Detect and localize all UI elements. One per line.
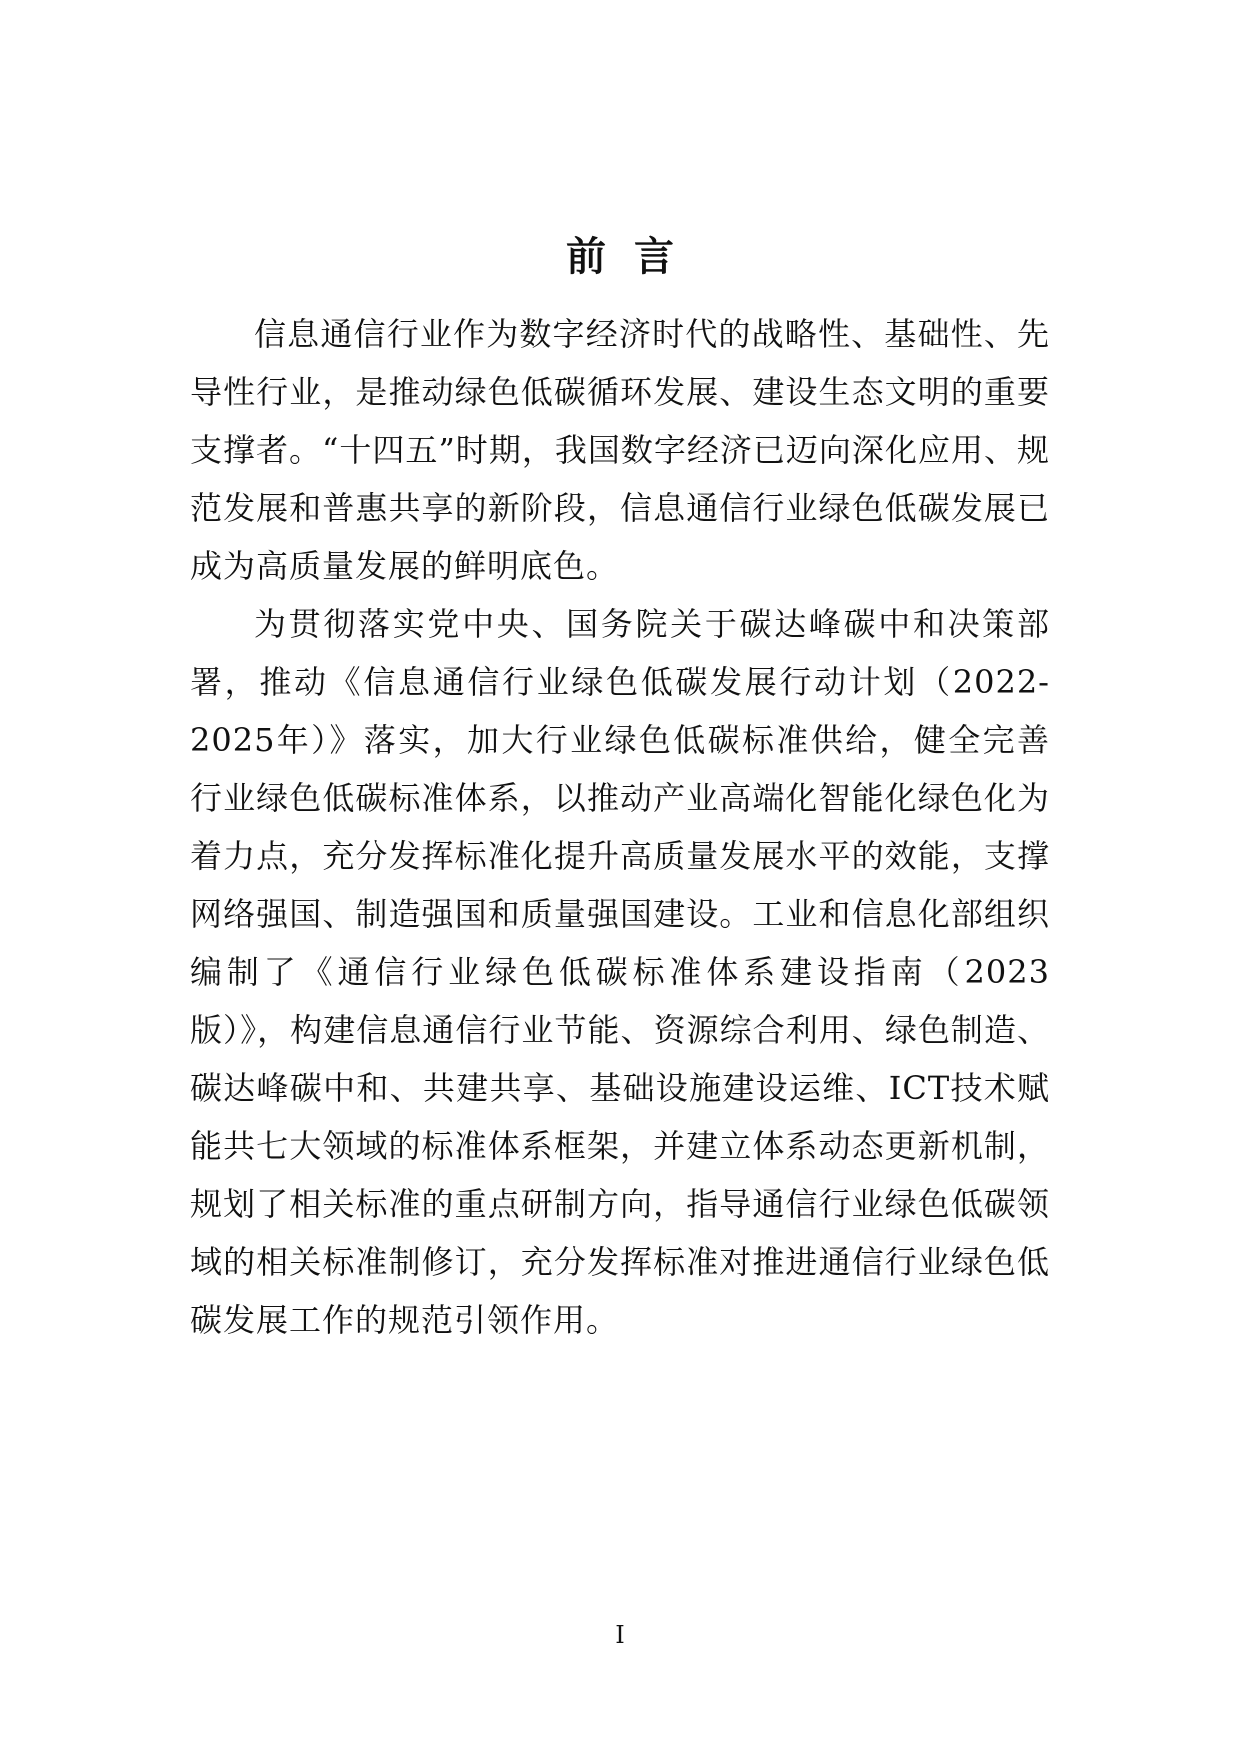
page-title: 前言 [566,232,702,280]
page-number: I [615,1621,625,1649]
preface-body [190,305,1050,1349]
paragraph-2: 为贯彻落实党中央、国务院关于碳达峰碳中和决策部署，推动《信息通信行业绿色低碳发展行动计划（2022-2025年）》落实，加大行业绿色低碳标准供给，健全完善行业绿色低碳标准体系，以推动产业高端化智能化绿色化为着力点，充分发挥标准化提升高质量发展水平的效能，支撑网络强国、制造强国和质量强国建设。工业和信息化部组织编制了《通信行业绿色低碳标准体系建设指南（2023版）》，构建信息通信行业节能、资源综合利用、绿色制造、碳达峰碳中和、共建共享、基础设施建设运维、ICT技术赋能共七大领域的标准体系框架，并建立体系动态更新机制，规划了相关标准的重点研制方向，指导通信行业绿色低碳领域的相关标准制修订，充分发挥标准对推进通信行业绿色低碳发展工作的规范引领作用。 [190,605,1050,1339]
paragraph-1: 信息通信行业作为数字经济时代的战略性、基础性、先导性行业，是推动绿色低碳循环发展、建设生态文明的重要支撑者。“十四五”时期，我国数字经济已迈向深化应用、规范发展和普惠共享的新阶段，信息通信行业绿色低碳发展已成为高质量发展的鲜明底色。 [190,315,1050,585]
